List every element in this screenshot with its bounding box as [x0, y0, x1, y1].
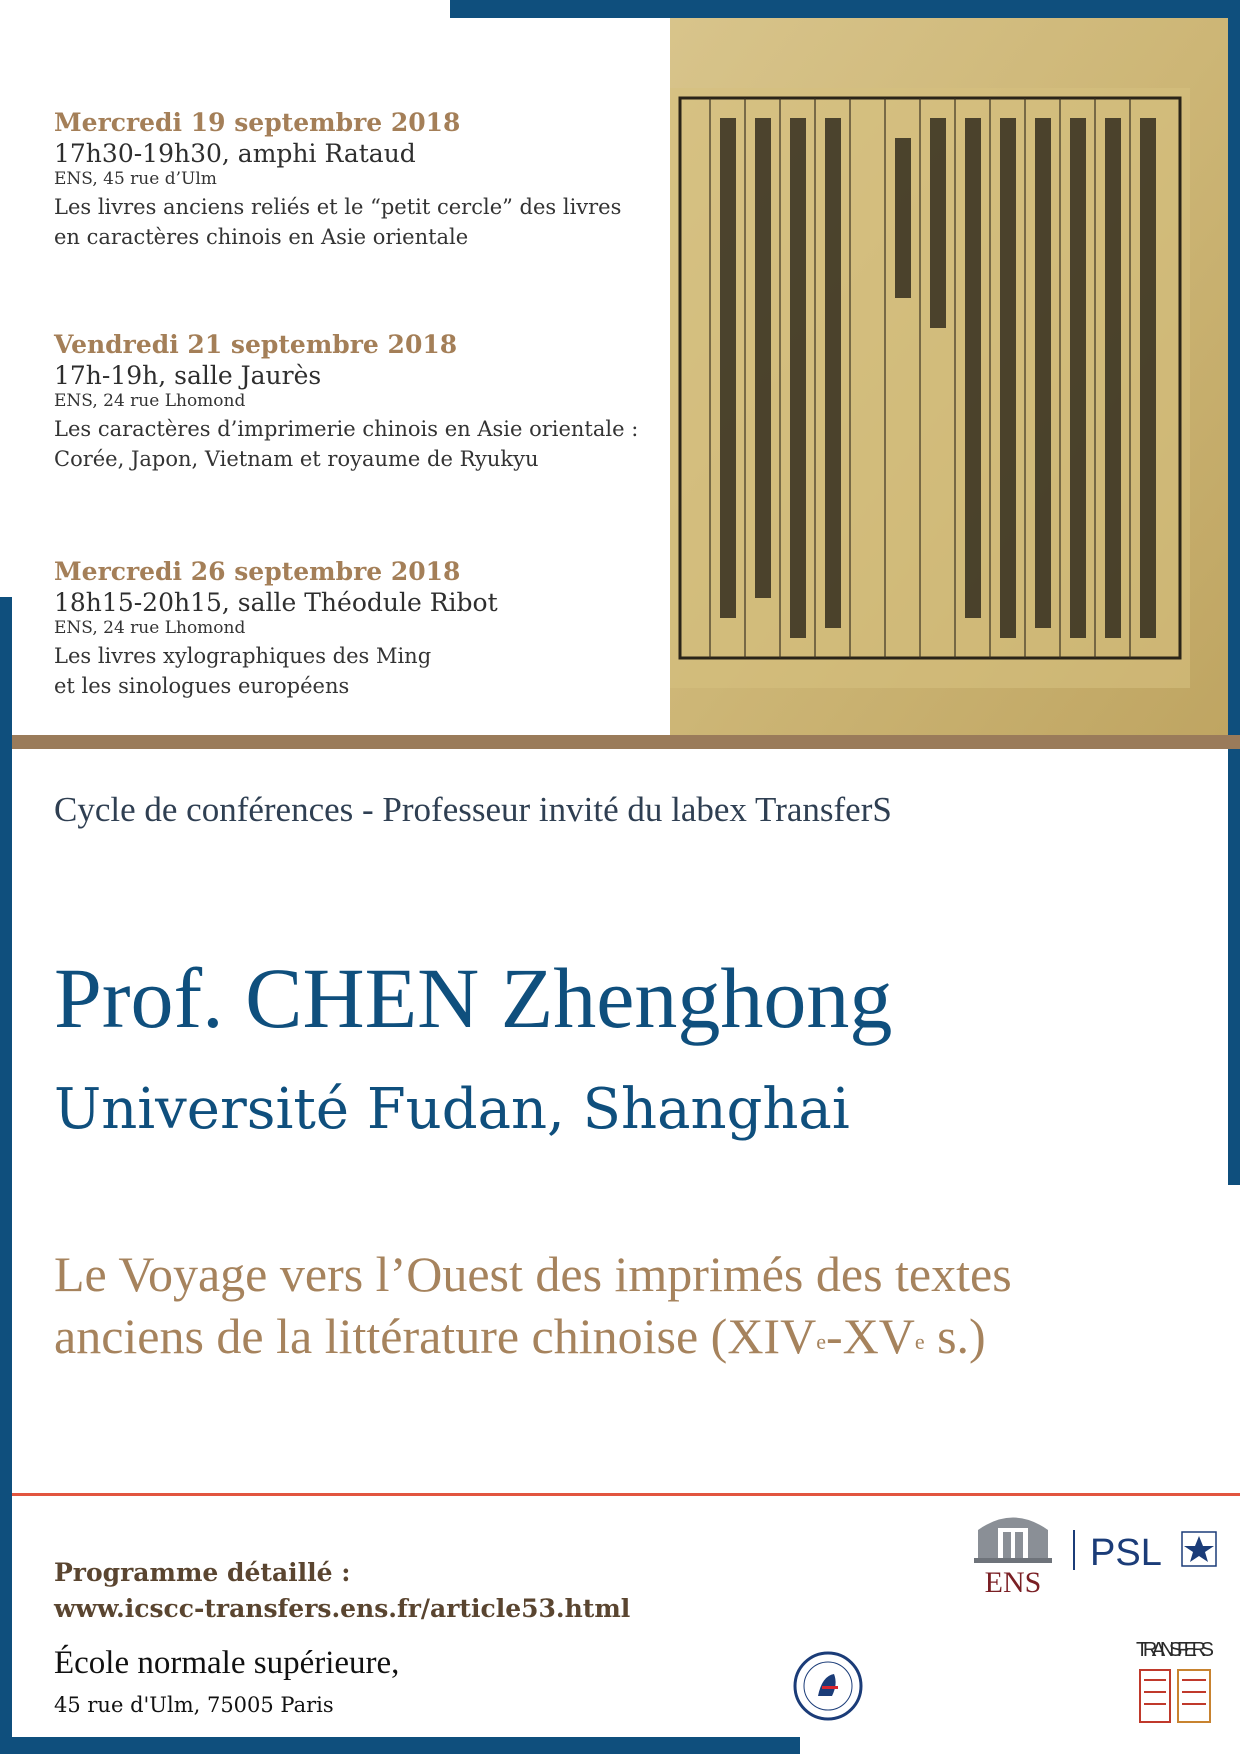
cycle-subtitle: Cycle de conférences - Professeur invité du labex TransferS	[54, 790, 892, 829]
speaker-name: Prof. CHEN Zhenghong	[54, 950, 893, 1046]
event-time: 17h-19h, salle Jaurès	[54, 361, 322, 390]
psl-logo	[1070, 1520, 1230, 1580]
right-frame-bar	[1228, 0, 1240, 1185]
left-frame-bar	[0, 597, 12, 1737]
event-address: ENS, 24 rue Lhomond	[54, 618, 246, 638]
event-date: Mercredi 26 septembre 2018	[54, 557, 461, 586]
transfers-logo-text: TRANSFERS	[1136, 1639, 1214, 1661]
event-description-line2: et les sinologues européens	[54, 674, 350, 698]
event-description-line2: Corée, Japon, Vietnam et royaume de Ryukyu	[54, 447, 539, 471]
event-description-line1: Les livres anciens reliés et le “petit cercle” des livres	[54, 195, 622, 219]
venue-address: 45 rue d'Ulm, 75005 Paris	[54, 1693, 334, 1717]
top-frame-bar	[450, 0, 1240, 18]
programme-label: Programme détaillé :	[54, 1558, 351, 1587]
ancient-book-photo	[670, 18, 1228, 735]
event-address: ENS, 45 rue d’Ulm	[54, 169, 217, 189]
talk-title-line1: Le Voyage vers l’Ouest des imprimés des textes	[54, 1246, 1012, 1302]
investir-avenir-logo	[792, 1650, 864, 1722]
event-time: 17h30-19h30, amphi Rataud	[54, 139, 416, 168]
university-name: Université Fudan, Shanghai	[54, 1077, 850, 1142]
transfers-logo	[1130, 1630, 1220, 1730]
section-divider-bar	[12, 735, 1240, 749]
event-date: Vendredi 21 septembre 2018	[54, 330, 458, 359]
ens-logo-text: ENS	[984, 1566, 1042, 1599]
event-2	[54, 330, 638, 474]
programme-link[interactable]: www.icscc-transfers.ens.fr/article53.html	[54, 1594, 631, 1623]
event-time: 18h15-20h15, salle Théodule Ribot	[54, 588, 498, 617]
talk-title-line2: anciens de la littérature chinoise (XIVe-XVe s.)	[54, 1308, 986, 1364]
event-address: ENS, 24 rue Lhomond	[54, 391, 246, 411]
bottom-frame-bar	[0, 1737, 800, 1754]
venue-name: École normale supérieure,	[54, 1645, 400, 1681]
event-description-line2: en caractères chinois en Asie orientale	[54, 225, 469, 249]
event-description-line1: Les caractères d’imprimerie chinois en Asie orientale :	[54, 417, 639, 441]
red-divider-line	[12, 1493, 1240, 1496]
psl-logo-text: PSL	[1090, 1532, 1162, 1574]
talk-title	[54, 1243, 1234, 1367]
event-1	[54, 108, 621, 252]
event-date: Mercredi 19 septembre 2018	[54, 108, 461, 137]
event-3	[54, 557, 498, 701]
ens-logo	[968, 1500, 1058, 1600]
event-description-line1: Les livres xylographiques des Ming	[54, 644, 432, 668]
